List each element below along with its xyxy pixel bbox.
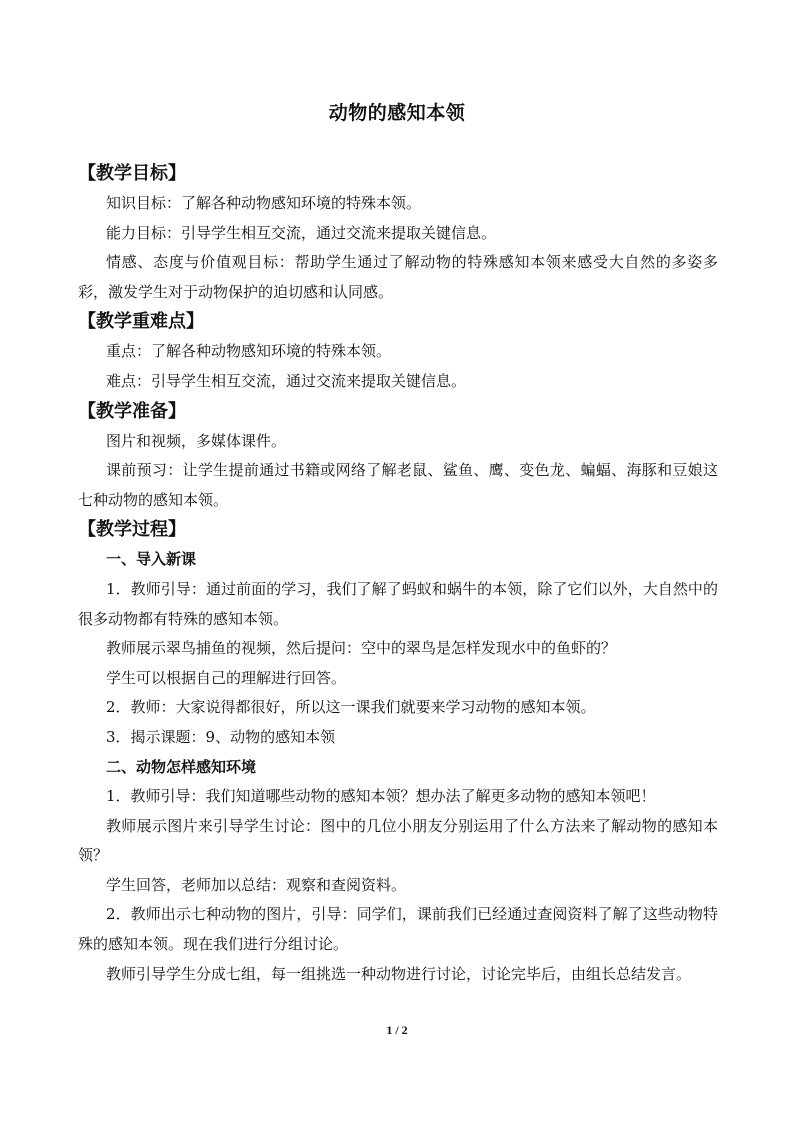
paragraph: 学生回答，老师加以总结：观察和查阅资料。 [106, 875, 407, 894]
section-heading-objectives: 【教学目标】 [78, 163, 186, 184]
document-title: 动物的感知本领 [328, 102, 466, 124]
section-heading-key-points: 【教学重难点】 [78, 311, 204, 333]
paragraph: 3．揭示课题：9、动物的感知本领 [106, 727, 336, 746]
paragraph: 能力目标：引导学生相互交流，通过交流来提取关键信息。 [106, 223, 497, 242]
paragraph: 知识目标：了解各种动物感知环境的特殊本领。 [106, 194, 422, 212]
paragraph: 1．教师引导：我们知道哪些动物的感知本领？想办法了解更多动物的感知本领吧！ [106, 787, 656, 806]
paragraph: 重点：了解各种动物感知环境的特殊本领。 [106, 342, 392, 361]
section-heading-preparation: 【教学准备】 [78, 400, 186, 422]
page-number: 1 / 2 [386, 1023, 408, 1037]
paragraph: 图片和视频，多媒体课件。 [106, 431, 287, 450]
paragraph: 教师展示翠鸟捕鱼的视频，然后提问：空中的翠鸟是怎样发现水中的鱼虾的？ [106, 639, 617, 658]
document-body [78, 159, 718, 989]
subsection-heading-intro: 一、导入新课 [106, 550, 197, 569]
paragraph: 难点：引导学生相互交流，通过交流来提取关键信息。 [106, 371, 467, 390]
section-heading-process: 【教学过程】 [78, 519, 186, 541]
paragraph: 2．教师：大家说得都很好，所以这一课我们就要来学习动物的感知本领。 [106, 698, 596, 717]
paragraph: 学生可以根据自己的理解进行回答。 [106, 668, 347, 687]
paragraph: 情感、态度与价值观目标：帮助学生通过了解动物的特殊感知本领来感受大自然的多姿多彩，激发学生对于动物保护的迫切感和认同感。 [78, 253, 718, 301]
subsection-heading-perception: 二、动物怎样感知环境 [106, 757, 257, 776]
paragraph: 2．教师出示七种动物的图片，引导：同学们，课前我们已经通过查阅资料了解了这些动物特殊的感知本领。现在我们进行分组讨论。 [78, 905, 718, 954]
paragraph: 教师展示图片来引导学生讨论：图中的几位小朋友分别运用了什么方法来了解动物的感知本领？ [78, 816, 718, 865]
paragraph: 课前预习：让学生提前通过书籍或网络了解老鼠、鲨鱼、鹰、变色龙、蝙蝠、海豚和豆娘这七种动物的感知本领。 [78, 461, 718, 509]
paragraph: 1．教师引导：通过前面的学习，我们了解了蚂蚁和蜗牛的本领，除了它们以外，大自然中的很多动物都有特殊的感知本领。 [78, 579, 718, 628]
paragraph: 教师引导学生分成七组，每一组挑选一种动物进行讨论，讨论完毕后，由组长总结发言。 [106, 964, 692, 983]
